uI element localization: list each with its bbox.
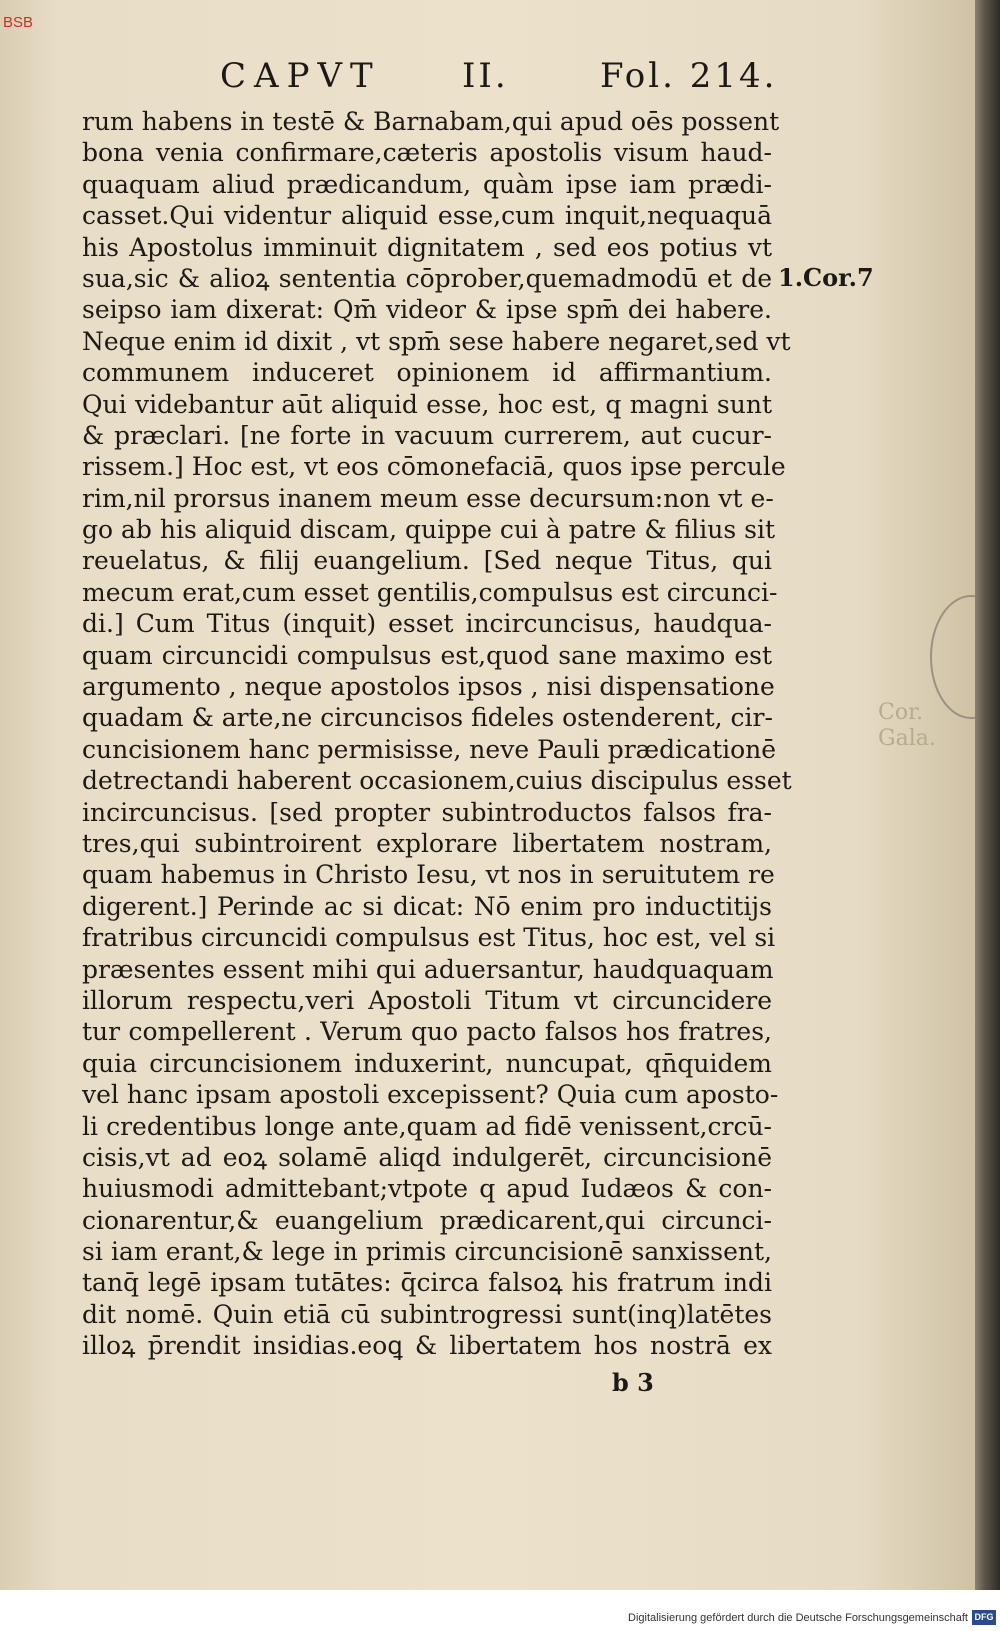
text-line: communem induceret opinionem id affirmantium. [82, 358, 772, 388]
text-line: Qui videbantur aūt aliquid esse, hoc est, q magni sunt [82, 389, 772, 419]
bleed-through-line: Gala. [878, 726, 936, 751]
text-line: rum habens in testē & Barnabam,qui apud oēs possent [82, 107, 780, 136]
text-line: quaquam aliud prædicandum, quàm ipse iam prædi- [82, 169, 772, 199]
body-text [82, 106, 792, 1362]
running-head-left: CAPVT [220, 56, 381, 96]
text-line: incircuncisus. [sed propter subintroductos falsos fra- [82, 797, 772, 827]
text-line: reuelatus, & filij euangelium. [Sed neque Titus, qui [82, 546, 772, 576]
bleed-through-text [878, 700, 936, 752]
text-line: argumento , neque apostolos ipsos , nisi dispensatione [82, 672, 775, 702]
text-line: tanq̄ legē ipsam tutātes: q̄circa falsoꝝ his fratrum indi [82, 1268, 772, 1298]
text-line: his Apostolus imminuit dignitatem , sed eos potius vt [82, 232, 772, 262]
text-line: cuncisionem hanc permisisse, neve Pauli prædicationē [82, 734, 777, 764]
running-head-folio: Fol. 214. [600, 56, 778, 96]
text-line: quadam & arte,ne circuncisos fideles ostenderent, cir- [82, 703, 773, 733]
text-line: digerent.] Perinde ac si dicat: Nō enim pro inductitijs [82, 891, 772, 921]
text-line: fratribus circuncidi compulsus est Titus, hoc est, vel si [82, 923, 776, 953]
text-line: di.] Cum Titus (inquit) esset incircuncisus, haudqua- [82, 609, 772, 639]
running-head-chapter: II. [462, 56, 509, 96]
text-line: huiusmodi admittebant;vtpote q apud Iudæos & con- [82, 1174, 772, 1204]
text-line: rim,nil prorsus inanem meum esse decursum:non vt e- [82, 483, 774, 513]
text-line: sua,sic & alioꝝ sententia cōprober,quemadmodū et de [82, 263, 772, 293]
marginal-note: 1.Cor.7 [778, 263, 874, 292]
signature-mark: b 3 [612, 1368, 654, 1397]
bleed-through-line: Cor. [878, 700, 924, 725]
text-line: casset.Qui videntur aliquid esse,cum inquit,nequaquā [82, 201, 772, 231]
clasp-shadow [930, 595, 975, 719]
text-line: cisis,vt ad eoꝝ solamē aliqd indulgerēt, circuncisionē [82, 1142, 772, 1172]
text-line: quia circuncisionem induxerint, nuncupat, qn̄quidem [82, 1048, 772, 1078]
book-edge [975, 0, 1000, 1590]
footer-credit: Digitalisierung gefördert durch die Deutsche Forschungsgemeinschaft [628, 1612, 968, 1624]
text-line: cionarentur,& euangelium prædicarent,qui circunci- [82, 1205, 772, 1235]
dfg-logo-icon: DFG [972, 1610, 996, 1625]
library-watermark: BSB [3, 14, 34, 31]
text-line: & præclari. [ne forte in vacuum currerem, aut cucur- [82, 420, 772, 450]
text-line: bona venia confirmare,cæteris apostolis visum haud- [82, 138, 772, 168]
text-line: mecum erat,cum esset gentilis,compulsus est circunci- [82, 577, 778, 607]
text-line: præsentes essent mihi qui aduersantur, haudquaquam [82, 954, 774, 984]
text-line: detrectandi haberent occasionem,cuius discipulus esset [82, 766, 792, 796]
text-line: Neque enim id dixit , vt spm̄ sese habere negaret,sed vt [82, 326, 791, 356]
text-line: quam circuncidi compulsus est,quod sane maximo est [82, 640, 772, 670]
text-line: tres,qui subintroirent explorare libertatem nostram, [82, 828, 772, 858]
text-line: quam habemus in Christo Iesu, vt nos in seruitutem re [82, 860, 775, 890]
text-line: vel hanc ipsam apostoli excepissent? Quia cum aposto- [82, 1080, 779, 1110]
running-head [200, 56, 800, 96]
text-line: illorum respectu,veri Apostoli Titum vt circuncidere [82, 985, 772, 1015]
text-line: go ab his aliquid discam, quippe cui à patre & filius sit [82, 515, 776, 545]
text-line: rissem.] Hoc est, vt eos cōmonefaciā, quos ipse percule [82, 452, 786, 482]
text-line: tur compellerent . Verum quo pacto falsos hos fratres, [82, 1017, 772, 1047]
text-line: illoꝝ p̄rendit insidias.eoꝗ & libertatem hos nostrā ex [82, 1331, 772, 1361]
text-line: seipso iam dixerat: Qm̄ videor & ipse spm̄ dei habere. [82, 295, 772, 325]
text-line: dit nomē. Quin etiā cū subintrogressi sunt(inq)latētes [82, 1299, 772, 1329]
footer-bar [0, 1590, 1000, 1631]
text-line: si iam erant,& lege in primis circuncisionē sanxissent, [82, 1237, 772, 1267]
text-line: li credentibus longe ante,quam ad fidē venissent,crcū- [82, 1111, 772, 1141]
